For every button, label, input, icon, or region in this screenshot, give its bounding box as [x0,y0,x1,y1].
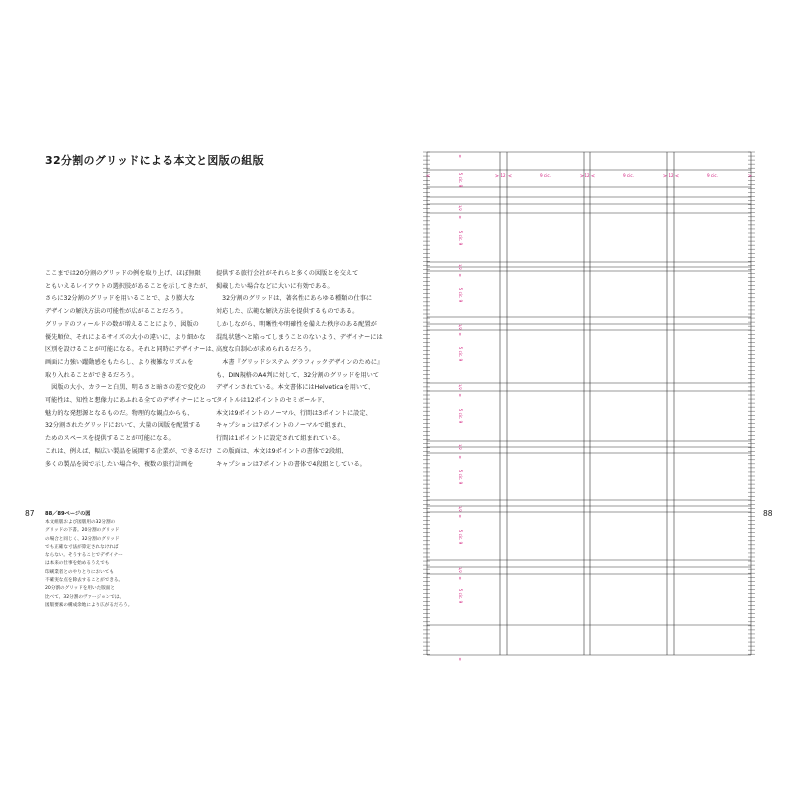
caption-line: でも正確な寸法が算定されなければ [45,544,119,550]
arrow-down: ∨ [458,576,462,582]
caption-line: 本文組版および図版用の32分割の [45,520,116,525]
body-line: キャプションは7ポイントのノーマルで組まれ、 [216,422,350,430]
body-line: 対応した、広範な解決方法を提供するものである。 [216,308,359,316]
page-number-right: 88 [763,509,773,518]
caption-line: 20分割のグリッドを用いた版面と [45,586,115,592]
caption-line: の場合と同じく、32分割のグリッド [45,536,120,542]
body-line: 画面に力強い躍動感をもたらし、より複雑なリズムを [45,358,194,366]
body-line: も、DIN規格のA4判に対して、32分割のグリッドを用いて [216,371,380,379]
arrow-left: < [425,173,431,180]
row-gutter-label: 1/2 [458,264,462,270]
body-line: 魅力的な発想源となるものだ。物理的な観点からも、 [45,409,194,417]
field-height-label: 5 cic. 9 [458,287,463,303]
arrow-left: < [674,173,680,180]
body-line: この版面は、本文は9ポイントの書体で2段組、 [216,447,348,455]
row-gutter-label: 1/2 [458,324,462,330]
arrow-left: < [590,173,596,180]
body-line: ここまでは20分割のグリッドの例を取り上げ、ほぼ無限 [45,270,201,277]
body-line: 提供する旅行会社がそれらと多くの図版とを交えて [216,270,359,277]
body-line: グリッドのフィールドの数が増えることにより、図版の [45,320,199,328]
body-line: 図版の大小、カラーと白黒、明るさと暗さの差で変化の [45,384,206,392]
gutter-label: 12 [500,173,506,178]
arrow-left: < [507,173,513,180]
body-line: 混乱状態へと陥ってしまうことのないよう、デザイナーには [216,333,383,341]
body-line: 優先順位、それによるサイズの大小の違いに、より細かな [45,333,206,341]
body-line: ためのスペースを提供することが可能になる。 [45,435,175,443]
field-width-label: 9 cic. [706,173,719,178]
arrow-down: ∨ [458,273,462,279]
body-line: 区別を設けることが可能になる。それと同時にデザイナーは、 [45,346,218,354]
body-line: 行間は1ポイントに設定されて組まれている。 [216,435,344,443]
caption-line: ならない。そうすることでデザイナー [45,553,123,559]
body-line: 32分割されたグリッドにおいて、大量の図版を配置する [45,422,201,430]
field-height-label: 5 cic. 9 [458,230,463,246]
page-number-left: 87 [25,509,35,518]
field-height-label: 5 cic. 9 [458,346,463,362]
row-gutter-label: 1/2 [458,205,462,211]
body-line: 掲載したい場合などに大いに有効である。 [216,282,334,290]
row-gutter-label: 1/2 [458,506,462,512]
caption-line: 印刷業者とのやりとりにおいても [45,569,114,575]
row-gutter-label: 1/2 [458,567,462,573]
arrow-down: ∨ [458,215,462,221]
arrow-right: > [662,173,668,180]
body-line: これは、例えば、幅広い製品を展開する企業が、できるだけ [45,447,213,455]
arrow-down: ∨ [458,332,462,338]
arrow-down: ∨ [458,154,462,160]
arrow-down: ∨ [458,393,462,399]
body-line: タイトルは12ポイントのセミボールド、 [216,397,329,405]
body-line: 本文は9ポイントのノーマル、行間は3ポイントに設定、 [216,409,372,417]
arrow-right: > [494,173,500,180]
gutter-label: 12 [668,173,674,178]
body-line: 32分割のグリッドは、著名性にあらゆる種類の仕事に [216,295,373,303]
body-line: しかしながら、明晰性や明確性を備えた秩序のある配置が [216,320,377,328]
field-height-label: 5 cic. 9 [458,529,463,545]
gutter-label: 12 [584,173,590,178]
body-line: 可能性は、知性と想像力にあふれる全てのデザイナーにとって [45,397,218,405]
field-width-label: 9 cic. [622,173,635,178]
arrow-down: ∨ [458,657,462,663]
body-line: 本書『グリッドシステム グラフィックデザインのために』 [216,358,384,366]
row-gutter-label: 1/2 [458,384,462,390]
caption-line: 不確実な点を除去することができる。 [45,578,124,584]
arrow-right: > [579,173,585,180]
body-line: 多くの製品を図で示したい場合や、複数の旅行計画を [45,460,194,468]
arrow-down: ∨ [458,455,462,461]
row-gutter-label: 1/2 [458,444,462,450]
field-width-label: 9 cic. [539,173,552,178]
body-line: 取り入れることができるだろう。 [45,371,138,379]
caption-line: 比べて、32分割のヴァージョンでは、 [45,594,125,600]
body-line: ともいえるレイアウトの選択肢があることを示してきたが、 [45,282,212,290]
body-line: キャプションは7ポイントの書体で4段組としている。 [216,460,366,468]
body-line: デザインの解決方法の可能性が広がることだろう。 [45,308,187,316]
arrow-right: > [747,173,753,180]
caption-title: 88／89ページの図 [45,511,91,517]
body-line: 高度な自制心が求められるだろう。 [216,346,315,354]
body-line: デザインされている。本文書体にはHelveticaを用いて、 [216,384,375,392]
arrow-down: ∨ [458,514,462,520]
caption-line: 図版要素の構成余地により広がるだろう。 [45,602,133,608]
field-height-label: 5 cic. 9 [458,469,463,485]
field-height-label: 5 cic. 9 [458,172,463,188]
field-height-label: 5 cic. 9 [458,408,463,424]
caption-line: は本来の仕事を始めるうえでも [45,561,110,567]
body-line: さらに32分割のグリッドを用いることで、より膨大な [45,295,195,303]
caption-line: グリッドの下書。20分割のグリッド [45,528,120,534]
field-height-label: 5 cic. 9 [458,588,463,604]
page-title: 32分割のグリッドによる本文と図版の組版 [45,154,264,167]
